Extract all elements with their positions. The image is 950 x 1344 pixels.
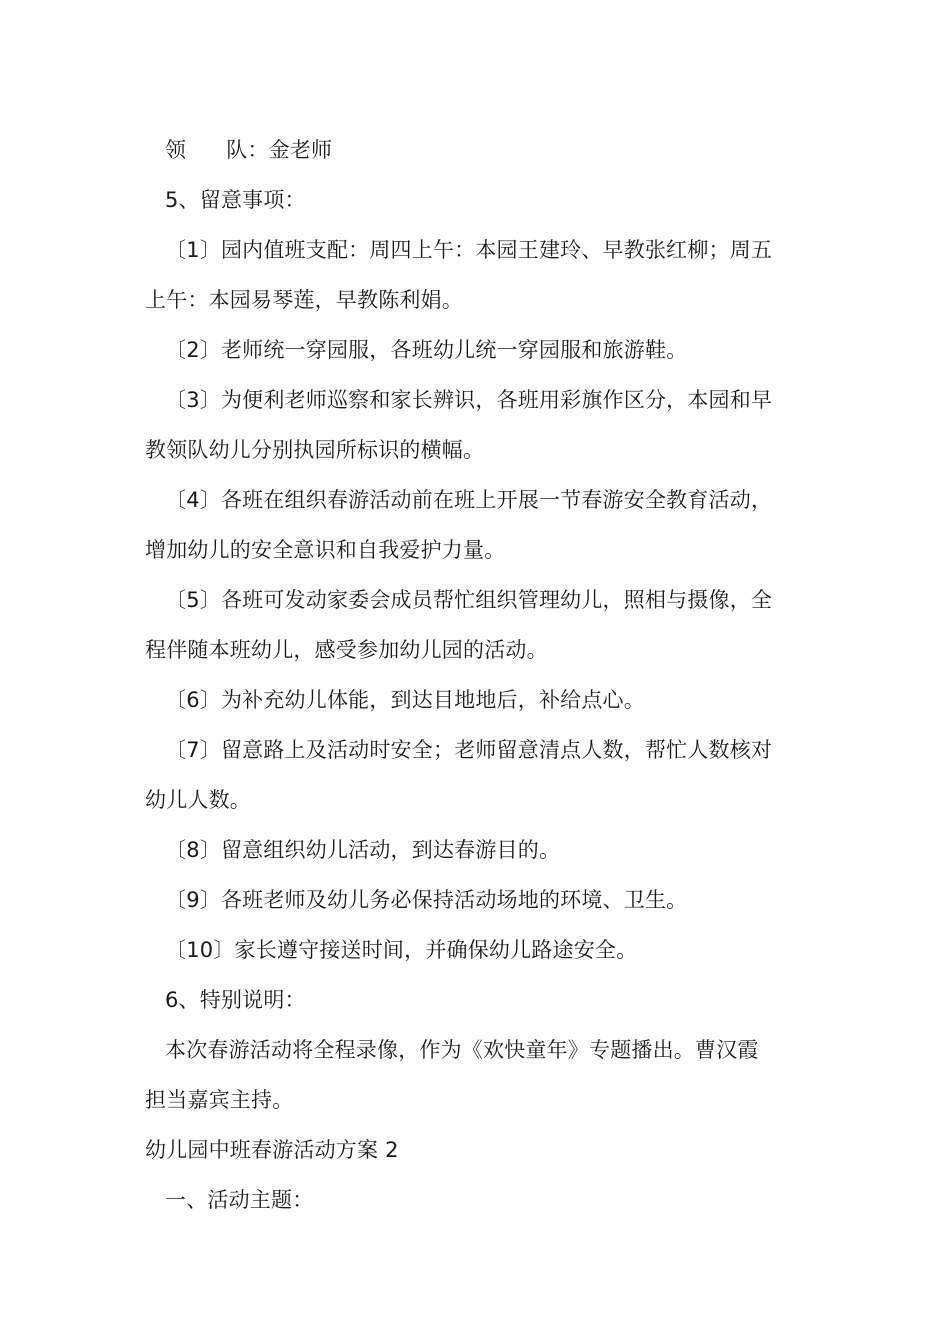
item-4-line-1: 〔4〕各班在组织春游活动前在班上开展一节春游安全教育活动，	[165, 488, 773, 512]
leader-line	[165, 136, 835, 164]
item-5-line-1: 〔5〕各班可发动家委会成员帮忙组织管理幼儿，照相与摄像，全	[165, 588, 773, 612]
item-5-line-2: 程伴随本班幼儿，感受参加幼儿园的活动。	[145, 638, 548, 662]
item-9: 〔9〕各班老师及幼儿务必保持活动场地的环境、卫生。	[165, 888, 688, 912]
item-10: 〔10〕家长遵守接送时间，并确保幼儿路途安全。	[165, 938, 638, 962]
special-note-line-2: 担当嘉宾主持。	[145, 1088, 294, 1112]
plan-2-title: 幼儿园中班春游活动方案 2	[145, 1138, 399, 1162]
leader-label-part-1: 领	[165, 138, 187, 162]
item-3-line-1: 〔3〕为便利老师巡察和家长辨识，各班用彩旗作区分，本园和早	[165, 388, 773, 412]
item-6: 〔6〕为补充幼儿体能，到达目地地后，补给点心。	[165, 688, 645, 712]
item-7-line-1: 〔7〕留意路上及活动时安全；老师留意清点人数，帮忙人数核对	[165, 738, 773, 762]
item-1-line-2: 上午：本园易琴莲，早教陈利娟。	[145, 288, 463, 312]
special-note-line-1: 本次春游活动将全程录像，作为《欢快童年》专题播出。曹汉霞	[165, 1038, 759, 1062]
leader-label-part-2: 队：金老师	[226, 138, 333, 162]
section-5-heading: 5、留意事项：	[165, 188, 306, 212]
item-8: 〔8〕留意组织幼儿活动，到达春游目的。	[165, 838, 561, 862]
item-3-line-2: 教领队幼儿分别执园所标识的横幅。	[145, 438, 485, 462]
item-4-line-2: 增加幼儿的安全意识和自我爱护力量。	[145, 538, 506, 562]
item-2: 〔2〕老师统一穿园服，各班幼儿统一穿园服和旅游鞋。	[165, 338, 688, 362]
activity-theme-heading: 一、活动主题：	[165, 1188, 314, 1212]
item-7-line-2: 幼儿人数。	[145, 788, 251, 812]
item-1-line-1: 〔1〕园内值班支配：周四上午：本园王建玲、早教张红柳；周五	[165, 238, 773, 262]
section-6-heading: 6、特别说明：	[165, 988, 306, 1012]
